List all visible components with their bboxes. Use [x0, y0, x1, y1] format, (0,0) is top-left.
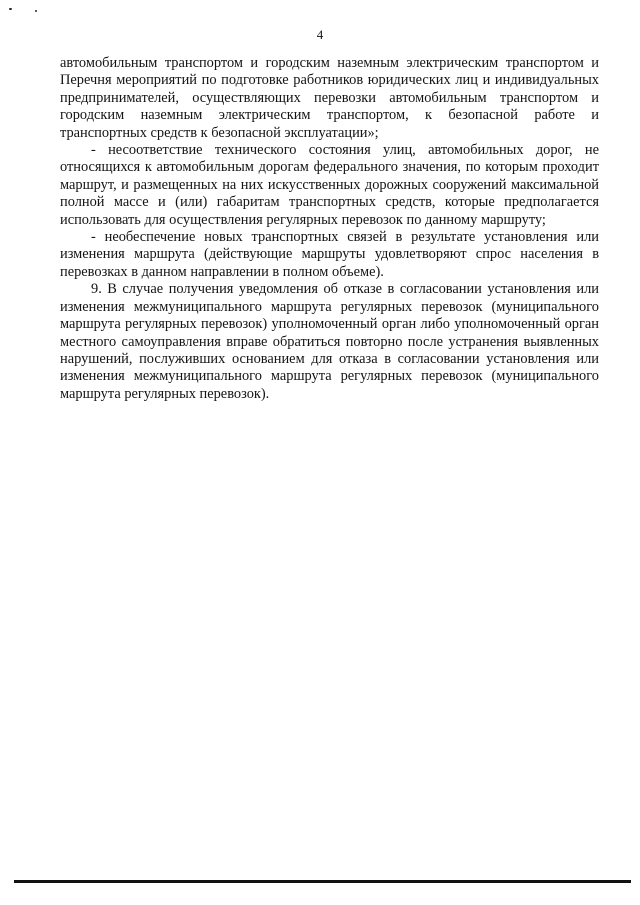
- scan-artifact: [9, 8, 12, 10]
- paragraph-list-item: - несоответствие технического состояния улиц, автомобильных дорог, не относящихся к автомобильным дорогам федерального значения, по которым проходит маршрут, и размещенных на них искусственных дорожных сооружений максимальной полной массе и (или) габаритам транспортных средств, которые предполагается использовать для осуществления регулярных перевозок по данному маршруту;: [60, 142, 599, 228]
- page-number: 4: [316, 27, 324, 42]
- paragraph-list-item: - необеспечение новых транспортных связей в результате установления или изменения маршрута (действующие маршруты удовлетворяют спрос населения в перевозках в данном направлении в полном объеме).: [60, 229, 599, 280]
- paragraph-clause-9: 9. В случае получения уведомления об отказе в согласовании установления или изменения межмуниципального маршрута регулярных перевозок (муниципального маршрута регулярных перевозок) уполномоченный орган либо уполномоченный орган местного самоуправления вправе обратиться повторно после устранения выявленных нарушений, послуживших основанием для отказа в согласовании установления или изменения межмуниципального маршрута регулярных перевозок (муниципального маршрута регулярных перевозок).: [60, 281, 599, 402]
- scan-artifact: [35, 10, 37, 12]
- bottom-rule: [14, 880, 631, 883]
- paragraph-continuation: автомобильным транспортом и городским наземным электрическим транспортом и Перечня мероприятий по подготовке работников юридических лиц и индивидуальных предпринимателей, осуществляющих перевозки автомобильным транспортом и городским наземным электрическим транспортом, к безопасной работе и транспортных средств к безопасной эксплуатации»;: [60, 55, 599, 141]
- document-body: [60, 55, 599, 403]
